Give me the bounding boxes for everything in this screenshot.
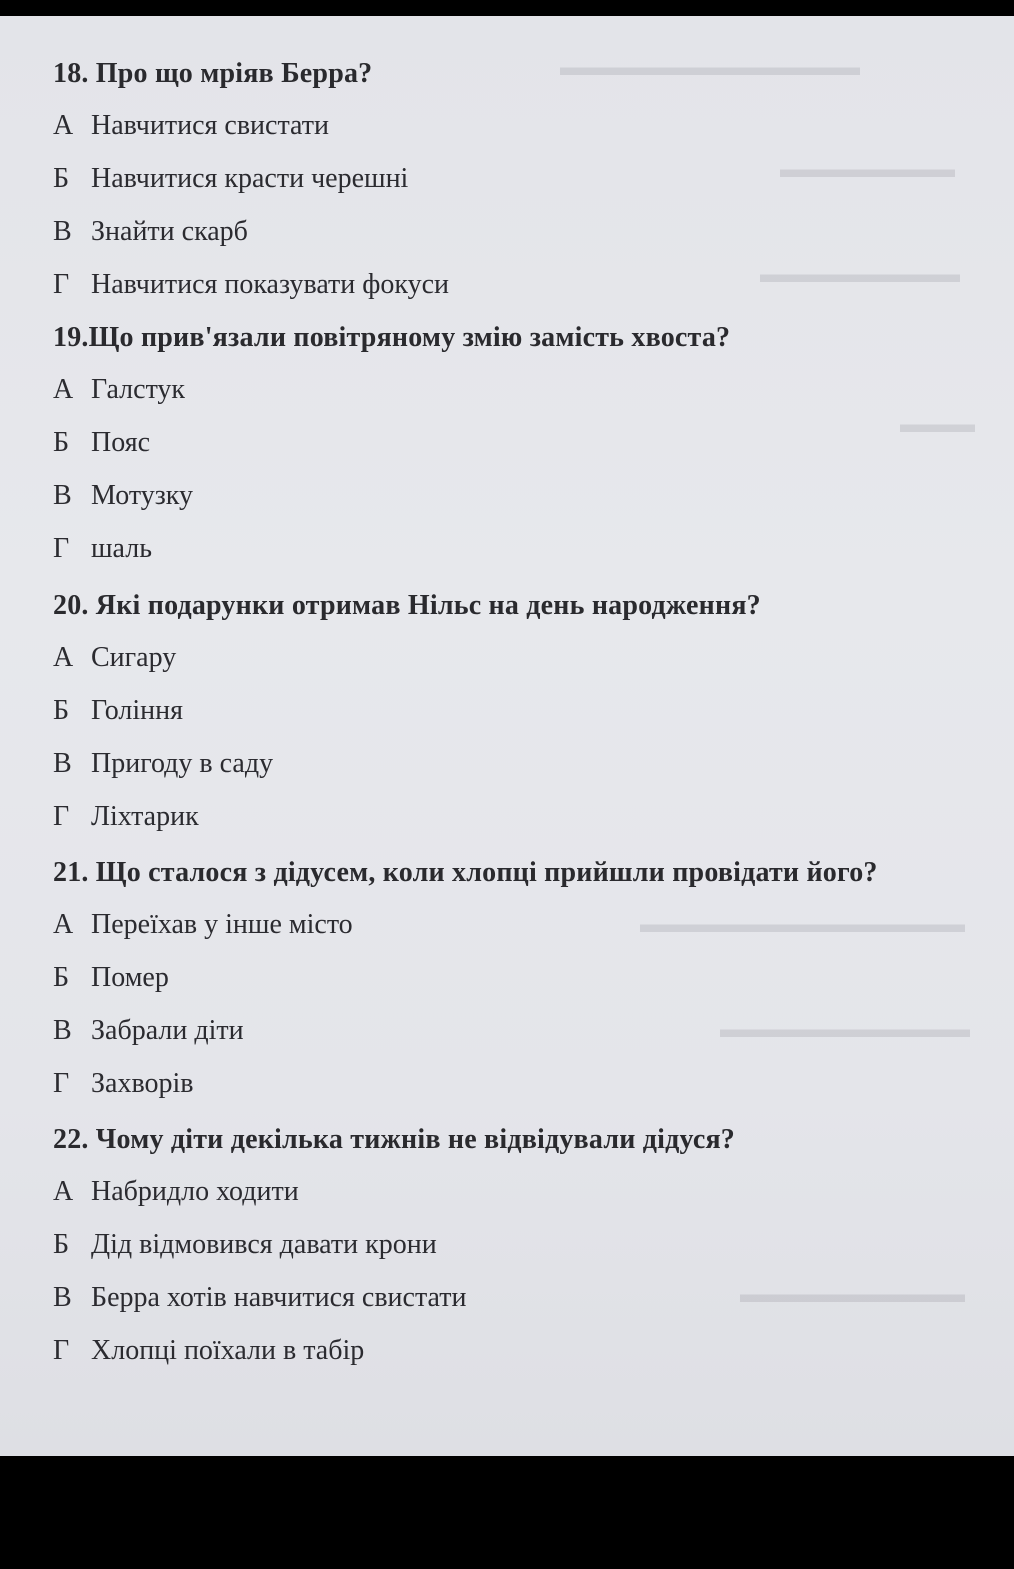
show-through-decoration: ▬▬▬▬▬▬▬▬▬ — [740, 1281, 965, 1308]
option-letter: В — [53, 748, 72, 779]
option-text: Сигару — [91, 642, 177, 673]
show-through-decoration: ▬▬▬ — [900, 411, 975, 438]
show-through-decoration: ▬▬▬▬▬▬▬▬▬▬ — [720, 1016, 970, 1043]
option-text: Ліхтарик — [91, 801, 199, 832]
option-text: Захворів — [91, 1068, 194, 1099]
answer-option[interactable] — [53, 905, 1008, 958]
option-text: Переїхав у інше місто — [91, 909, 353, 940]
option-letter: А — [53, 909, 74, 940]
option-text: Навчитися свистати — [91, 110, 329, 141]
answer-option[interactable] — [53, 370, 1008, 423]
question-title: 20. Які подарунки отримав Нільс на день народження? — [53, 590, 761, 621]
option-letter: Г — [53, 533, 70, 564]
option-text: Хлопці поїхали в табір — [91, 1335, 365, 1366]
answer-option[interactable] — [53, 529, 1008, 582]
option-letter: Б — [53, 962, 70, 993]
option-letter: Г — [53, 1068, 70, 1099]
option-text: Пригоду в саду — [91, 748, 274, 779]
answer-option[interactable] — [53, 1172, 1008, 1225]
question-block — [53, 1120, 1008, 1384]
answer-option[interactable] — [53, 958, 1008, 1011]
option-letter: Г — [53, 801, 70, 832]
show-through-decoration: ▬▬▬▬▬▬▬ — [780, 156, 955, 183]
question-title: 22. Чому діти декілька тижнів не відвідували дідуся? — [53, 1124, 735, 1155]
answer-option[interactable] — [53, 1011, 1008, 1064]
option-letter: А — [53, 374, 74, 405]
option-letter: А — [53, 110, 74, 141]
question-title: 19.Що прив'язали повітряному змію замість хвоста? — [53, 322, 731, 353]
answer-option[interactable] — [53, 159, 1008, 212]
option-letter: Б — [53, 163, 70, 194]
option-letter: А — [53, 1176, 74, 1207]
answer-option[interactable] — [53, 1064, 1008, 1117]
answer-option[interactable] — [53, 265, 1008, 318]
worksheet-page — [0, 16, 1014, 1456]
answer-option[interactable] — [53, 1225, 1008, 1278]
answer-option[interactable] — [53, 691, 1008, 744]
option-text: Пояс — [91, 427, 150, 458]
option-letter: Г — [53, 269, 70, 300]
answer-option[interactable] — [53, 797, 1008, 850]
option-text: Набридло ходити — [91, 1176, 299, 1207]
option-letter: Б — [53, 1229, 70, 1260]
question-title: 18. Про що мріяв Берра? — [53, 58, 373, 89]
show-through-decoration: ▬▬▬▬▬▬▬▬▬▬▬▬ — [560, 54, 860, 81]
option-text: Галстук — [91, 374, 186, 405]
show-through-decoration: ▬▬▬▬▬▬▬▬▬▬▬▬▬ — [640, 911, 965, 938]
option-letter: В — [53, 1015, 72, 1046]
question-block — [53, 853, 1008, 1117]
question-block — [53, 54, 1008, 318]
question-block — [53, 318, 1008, 582]
option-text: Навчитися красти черешні — [91, 163, 409, 194]
answer-option[interactable] — [53, 423, 1008, 476]
answer-option[interactable] — [53, 106, 1008, 159]
option-letter: А — [53, 642, 74, 673]
option-letter: Б — [53, 427, 70, 458]
answer-option[interactable] — [53, 476, 1008, 529]
option-text: шаль — [91, 533, 152, 564]
option-text: Знайти скарб — [91, 216, 248, 247]
answer-option[interactable] — [53, 638, 1008, 691]
option-text: Навчитися показувати фокуси — [91, 269, 449, 300]
option-letter: В — [53, 480, 72, 511]
option-text: Берра хотів навчитися свистати — [91, 1282, 467, 1313]
answer-option[interactable] — [53, 1331, 1008, 1384]
option-text: Гоління — [91, 695, 183, 726]
question-block — [53, 586, 1008, 850]
answer-option[interactable] — [53, 212, 1008, 265]
answer-option[interactable] — [53, 1278, 1008, 1331]
option-text: Мотузку — [91, 480, 193, 511]
option-letter: В — [53, 216, 72, 247]
question-title: 21. Що сталося з дідусем, коли хлопці прийшли провідати його? — [53, 857, 878, 888]
option-letter: В — [53, 1282, 72, 1313]
option-text: Помер — [91, 962, 169, 993]
answer-option[interactable] — [53, 744, 1008, 797]
option-letter: Б — [53, 695, 70, 726]
option-text: Дід відмовився давати крони — [91, 1229, 437, 1260]
show-through-decoration: ▬▬▬▬▬▬▬▬ — [760, 261, 960, 288]
option-text: Забрали діти — [91, 1015, 244, 1046]
option-letter: Г — [53, 1335, 70, 1366]
